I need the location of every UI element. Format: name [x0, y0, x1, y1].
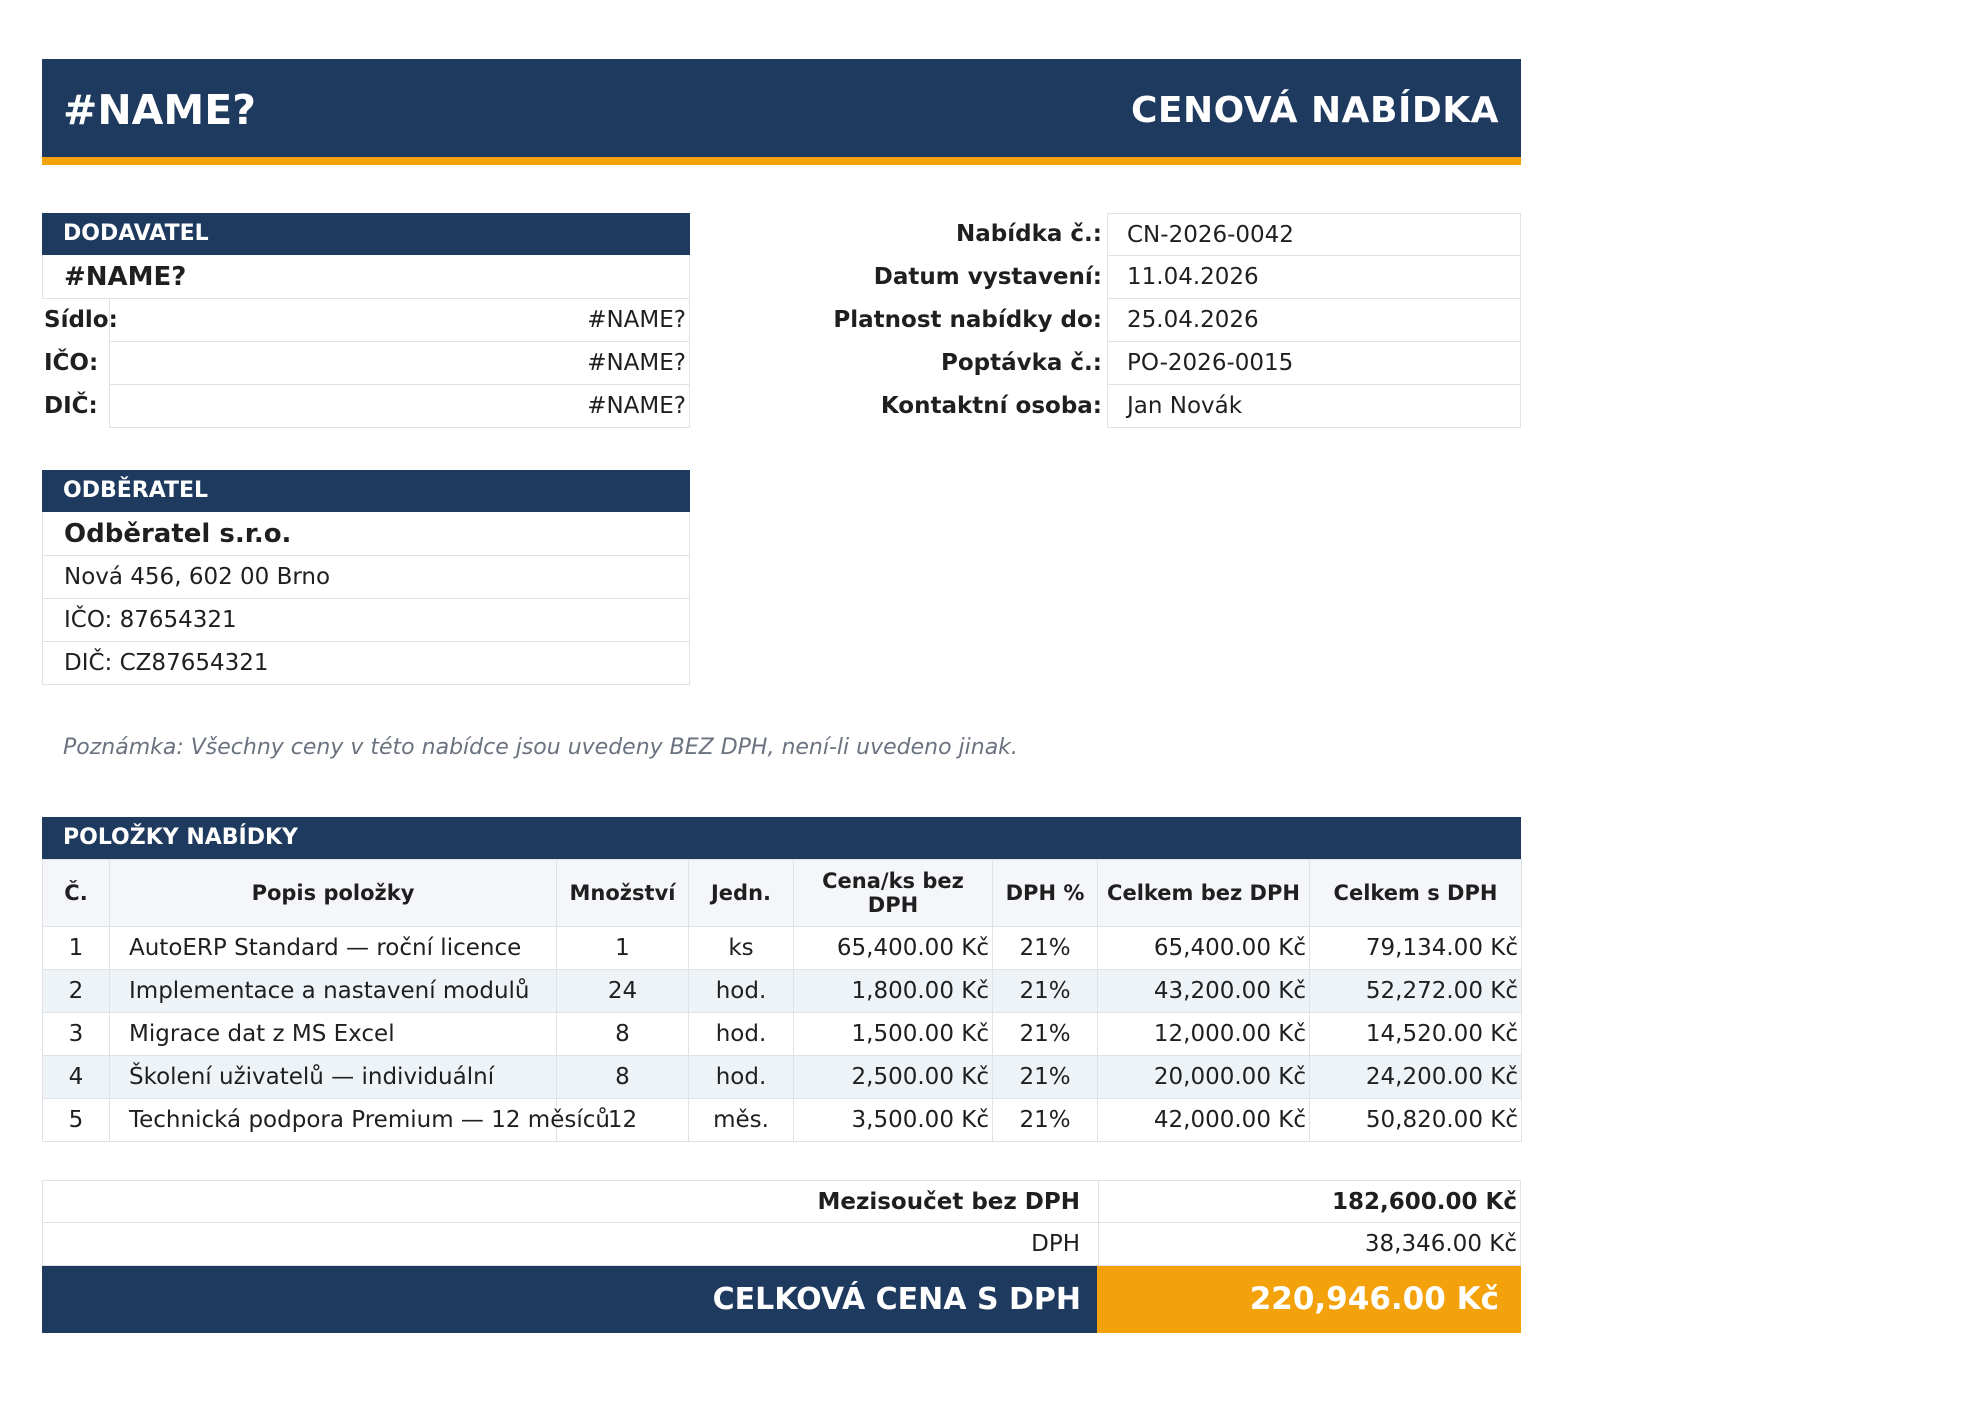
cell-index: 3	[43, 1013, 110, 1056]
meta-value: CN-2026-0042	[1107, 213, 1521, 256]
supplier-name: #NAME?	[42, 255, 690, 299]
subtotal-value: 182,600.00 Kč	[1098, 1181, 1520, 1223]
supplier-row-label: Sídlo:	[44, 307, 118, 333]
meta-value: Jan Novák	[1107, 385, 1521, 428]
table-row	[43, 1013, 1522, 1056]
column-header: DPH %	[993, 860, 1098, 927]
cell-vat-rate: 21%	[993, 927, 1098, 970]
cell-quantity: 12	[557, 1099, 689, 1142]
quote-meta	[782, 213, 1521, 428]
price-note: Poznámka: Všechny ceny v této nabídce jsou uvedeny BEZ DPH, není-li uvedeno jinak.	[63, 735, 1018, 760]
cell-total-gross: 50,820.00 Kč	[1310, 1099, 1522, 1142]
cell-vat-rate: 21%	[993, 1056, 1098, 1099]
column-header: Cena/ks bez DPH	[794, 860, 993, 927]
meta-row	[782, 299, 1521, 342]
customer-ico: IČO: 87654321	[42, 599, 690, 642]
cell-quantity: 8	[557, 1056, 689, 1099]
items-heading: POLOŽKY NABÍDKY	[42, 817, 1521, 859]
document-title: CENOVÁ NABÍDKA	[1130, 90, 1499, 131]
cell-total-gross: 14,520.00 Kč	[1310, 1013, 1522, 1056]
meta-label: Kontaktní osoba:	[880, 393, 1102, 419]
cell-description: AutoERP Standard — roční licence	[110, 927, 557, 970]
grand-total-row	[42, 1266, 1521, 1333]
supplier-row	[42, 385, 690, 428]
cell-description: Implementace a nastavení modulů	[110, 970, 557, 1013]
cell-unit-price: 2,500.00 Kč	[794, 1056, 993, 1099]
meta-row	[782, 213, 1521, 256]
cell-total-net: 20,000.00 Kč	[1098, 1056, 1310, 1099]
customer-name: Odběratel s.r.o.	[42, 512, 690, 556]
meta-label: Platnost nabídky do:	[833, 307, 1102, 333]
supplier-row-value: #NAME?	[109, 299, 690, 342]
meta-value: PO-2026-0015	[1107, 342, 1521, 385]
supplier-row	[42, 342, 690, 385]
cell-index: 2	[43, 970, 110, 1013]
cell-unit: hod.	[689, 1013, 794, 1056]
supplier-row	[42, 299, 690, 342]
grand-total-value: 220,946.00 Kč	[1097, 1266, 1521, 1333]
vat-row	[42, 1223, 1521, 1266]
meta-row	[782, 385, 1521, 428]
supplier-heading: DODAVATEL	[42, 213, 690, 255]
cell-unit: měs.	[689, 1099, 794, 1142]
meta-row	[782, 342, 1521, 385]
meta-value: 11.04.2026	[1107, 256, 1521, 299]
vat-label: DPH	[1031, 1231, 1080, 1257]
subtotal-row	[42, 1180, 1521, 1223]
cell-vat-rate: 21%	[993, 1013, 1098, 1056]
cell-total-gross: 79,134.00 Kč	[1310, 927, 1522, 970]
title-bar	[42, 59, 1521, 165]
vat-value: 38,346.00 Kč	[1098, 1223, 1520, 1265]
meta-value: 25.04.2026	[1107, 299, 1521, 342]
company-name: #NAME?	[63, 86, 256, 134]
column-header: Popis položky	[110, 860, 557, 927]
table-row	[43, 970, 1522, 1013]
cell-quantity: 8	[557, 1013, 689, 1056]
customer-heading: ODBĚRATEL	[42, 470, 690, 512]
column-header: Jedn.	[689, 860, 794, 927]
meta-label: Nabídka č.:	[956, 221, 1102, 247]
cell-quantity: 24	[557, 970, 689, 1013]
cell-unit: hod.	[689, 970, 794, 1013]
cell-total-gross: 52,272.00 Kč	[1310, 970, 1522, 1013]
supplier-row-label: IČO:	[44, 350, 99, 376]
cell-total-net: 65,400.00 Kč	[1098, 927, 1310, 970]
items-table	[42, 859, 1522, 1142]
cell-description: Školení uživatelů — individuální	[110, 1056, 557, 1099]
customer-address: Nová 456, 602 00 Brno	[42, 556, 690, 599]
cell-total-net: 12,000.00 Kč	[1098, 1013, 1310, 1056]
cell-index: 4	[43, 1056, 110, 1099]
cell-index: 5	[43, 1099, 110, 1142]
cell-unit-price: 65,400.00 Kč	[794, 927, 993, 970]
customer-block	[42, 470, 690, 685]
cell-vat-rate: 21%	[993, 1099, 1098, 1142]
column-header: Celkem s DPH	[1310, 860, 1522, 927]
meta-label: Datum vystavení:	[873, 264, 1102, 290]
cell-unit: ks	[689, 927, 794, 970]
cell-unit-price: 1,500.00 Kč	[794, 1013, 993, 1056]
subtotal-label: Mezisoučet bez DPH	[817, 1189, 1080, 1215]
cell-total-gross: 24,200.00 Kč	[1310, 1056, 1522, 1099]
cell-unit-price: 3,500.00 Kč	[794, 1099, 993, 1142]
supplier-row-label: DIČ:	[44, 393, 98, 419]
table-row	[43, 1099, 1522, 1142]
meta-row	[782, 256, 1521, 299]
customer-dic: DIČ: CZ87654321	[42, 642, 690, 685]
cell-unit: hod.	[689, 1056, 794, 1099]
cell-quantity: 1	[557, 927, 689, 970]
cell-total-net: 42,000.00 Kč	[1098, 1099, 1310, 1142]
cell-description: Technická podpora Premium — 12 měsíců	[110, 1099, 557, 1142]
totals-section	[42, 1180, 1521, 1333]
table-row	[43, 927, 1522, 970]
meta-label: Poptávka č.:	[940, 350, 1102, 376]
grand-total-label: CELKOVÁ CENA S DPH	[712, 1282, 1081, 1317]
supplier-row-value: #NAME?	[109, 385, 690, 428]
column-header: Množství	[557, 860, 689, 927]
supplier-row-value: #NAME?	[109, 342, 690, 385]
table-header-row	[43, 860, 1522, 927]
cell-vat-rate: 21%	[993, 970, 1098, 1013]
quote-document	[42, 59, 1521, 1317]
column-header: Celkem bez DPH	[1098, 860, 1310, 927]
items-section	[42, 817, 1521, 1142]
cell-index: 1	[43, 927, 110, 970]
column-header: Č.	[43, 860, 110, 927]
cell-total-net: 43,200.00 Kč	[1098, 970, 1310, 1013]
cell-description: Migrace dat z MS Excel	[110, 1013, 557, 1056]
table-row	[43, 1056, 1522, 1099]
supplier-block	[42, 213, 690, 428]
cell-unit-price: 1,800.00 Kč	[794, 970, 993, 1013]
